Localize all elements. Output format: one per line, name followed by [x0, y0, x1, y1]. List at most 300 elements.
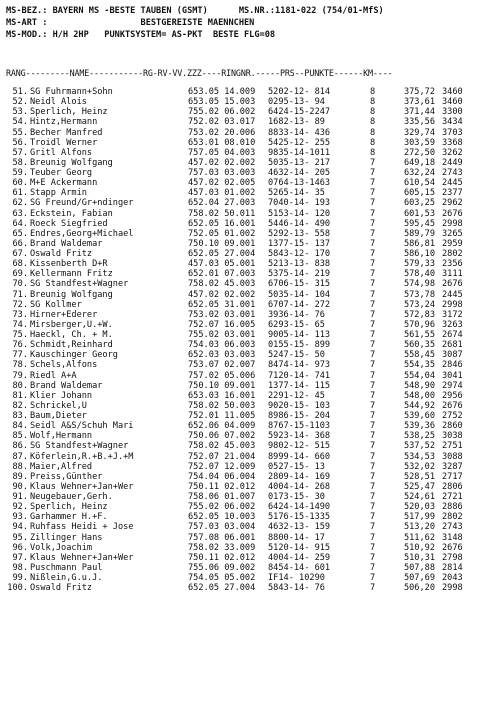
rank-number: 55. — [12, 127, 28, 138]
rg-rv-vv-code: 652.06 04.009 — [188, 421, 256, 432]
prize-count: 7 — [370, 259, 376, 270]
fancier-name: Kellermann Fritz — [30, 269, 113, 280]
points-value: 329,74 — [403, 127, 435, 138]
prize-count: 7 — [370, 573, 376, 583]
kilometers-value: 3460 — [442, 97, 463, 108]
prize-count: 7 — [370, 198, 376, 209]
points-value: 603,25 — [403, 198, 435, 209]
result-row — [0, 117, 480, 127]
points-value: 579,33 — [403, 259, 435, 270]
prize-count: 8 — [370, 117, 376, 128]
rg-rv-vv-code: 457.02 02.002 — [188, 289, 256, 300]
rank-number: 63. — [12, 208, 28, 219]
fancier-name: Roeck Siegfried — [30, 218, 108, 229]
fancier-name: Volk,Joachim — [30, 542, 93, 553]
kilometers-value: 2676 — [442, 400, 463, 411]
kilometers-value: 2998 — [442, 583, 463, 594]
rank-number: 59. — [12, 168, 28, 178]
prize-count: 7 — [370, 279, 376, 290]
kilometers-value: 2846 — [442, 360, 463, 371]
ring-number: 6707-14- 272 — [268, 299, 331, 310]
prize-count: 7 — [370, 360, 376, 371]
rank-number: 87. — [12, 451, 28, 462]
result-row — [0, 320, 480, 330]
result-row — [0, 502, 480, 512]
ring-number: 4632-13- 159 — [268, 522, 331, 533]
fancier-name: Neidl Alois — [30, 97, 87, 108]
fancier-name: Sperlich, Heinz — [30, 502, 108, 513]
kilometers-value: 2449 — [442, 157, 463, 168]
prize-count: 7 — [370, 583, 376, 594]
ring-number: 0155-15- 899 — [268, 340, 331, 351]
ring-number: 5153-14- 120 — [268, 208, 331, 219]
rg-rv-vv-code: 754.05 05.002 — [188, 573, 256, 583]
fancier-name: Köferlein,R.+B.+J.+M — [30, 451, 134, 462]
rg-rv-vv-code: 457.03 05.001 — [188, 259, 256, 270]
rank-number: 70. — [12, 279, 28, 290]
prize-count: 7 — [370, 542, 376, 553]
prize-count: 7 — [370, 340, 376, 351]
fancier-name: SG Standfest+Wagner — [30, 441, 129, 452]
rank-number: 90. — [12, 481, 28, 492]
kilometers-value: 3262 — [442, 147, 463, 158]
result-row — [0, 209, 480, 219]
ring-number: 9802-12- 515 — [268, 441, 331, 452]
rg-rv-vv-code: 755.02 03.001 — [188, 330, 256, 340]
fancier-name: Wolf,Hermann — [30, 431, 93, 442]
points-value: 632,24 — [403, 168, 435, 178]
ring-number: 1377-14- 115 — [268, 380, 331, 391]
ring-number: 9835-14-1011 — [268, 147, 331, 158]
fancier-name: Eckstein, Fabian — [30, 208, 113, 219]
ring-number: 8833-14- 436 — [268, 127, 331, 138]
result-row — [0, 279, 480, 289]
fancier-name: Teuber Georg — [30, 168, 93, 178]
fancier-name: SG Fuhrmann+Sohn — [30, 87, 113, 97]
prize-count: 7 — [370, 218, 376, 229]
rg-rv-vv-code: 753.02 20.006 — [188, 127, 256, 138]
fancier-name: Brand Waldemar — [30, 380, 103, 391]
kilometers-value: 2974 — [442, 380, 463, 391]
rg-rv-vv-code: 754.03 06.003 — [188, 340, 256, 351]
rg-rv-vv-code: 755.06 09.002 — [188, 562, 256, 573]
fancier-name: Puschmann Paul — [30, 562, 103, 573]
prize-count: 7 — [370, 390, 376, 401]
prize-count: 7 — [370, 188, 376, 199]
rank-number: 96. — [12, 542, 28, 553]
rank-number: 89. — [12, 471, 28, 482]
fancier-name: Seidl A&S/Schuh Mari — [30, 421, 134, 432]
prize-count: 7 — [370, 269, 376, 280]
rank-number: 57. — [12, 147, 28, 158]
prize-count: 7 — [370, 238, 376, 249]
fancier-name: Breunig Wolfgang — [30, 157, 113, 168]
rank-number: 82. — [12, 400, 28, 411]
ring-number: 5247-15- 50 — [268, 350, 325, 361]
prize-count: 7 — [370, 481, 376, 492]
result-row — [0, 168, 480, 178]
prize-count: 7 — [370, 319, 376, 330]
kilometers-value: 2998 — [442, 218, 463, 229]
fancier-name: SG Standfest+Wagner — [30, 279, 129, 290]
rank-number: 80. — [12, 380, 28, 391]
fancier-name: Nißlein,G.u.J. — [30, 573, 103, 583]
header-line-modus: MS-MOD.: H/H 2HP PUNKTSYSTEM= AS-PKT BESTE FLG=08 — [6, 30, 276, 40]
kilometers-value: 2676 — [442, 208, 463, 219]
kilometers-value: 2377 — [442, 188, 463, 199]
fancier-name: Zillinger Hans — [30, 532, 103, 543]
points-value: 548,90 — [403, 380, 435, 391]
rank-number: 51. — [12, 87, 28, 97]
rg-rv-vv-code: 752.07 12.009 — [188, 461, 256, 472]
fancier-name: Gritl Alfons — [30, 147, 93, 158]
points-value: 586,81 — [403, 238, 435, 249]
result-row — [0, 371, 480, 381]
kilometers-value: 3087 — [442, 350, 463, 361]
kilometers-value: 2956 — [442, 390, 463, 401]
rank-number: 56. — [12, 137, 28, 148]
kilometers-value: 3434 — [442, 117, 463, 128]
results-list — [0, 87, 480, 593]
fancier-name: Becher Manfred — [30, 127, 103, 138]
rank-number: 94. — [12, 522, 28, 533]
ring-number: 8474-14- 973 — [268, 360, 331, 371]
rg-rv-vv-code: 757.03 03.003 — [188, 168, 256, 178]
rg-rv-vv-code: 652.04 27.003 — [188, 198, 256, 209]
ring-number: IF14- 10290 — [268, 573, 325, 583]
kilometers-value: 2802 — [442, 512, 463, 523]
result-row — [0, 573, 480, 583]
result-row — [0, 158, 480, 168]
fancier-name: Maier,Alfred — [30, 461, 93, 472]
kilometers-value: 3088 — [442, 451, 463, 462]
kilometers-value: 2743 — [442, 168, 463, 178]
fancier-name: Riedl A+A — [30, 370, 77, 381]
kilometers-value: 2886 — [442, 502, 463, 513]
prize-count: 7 — [370, 309, 376, 320]
prize-count: 7 — [370, 492, 376, 502]
ring-number: 8800-14- 17 — [268, 532, 325, 543]
rg-rv-vv-code: 750.10 09.001 — [188, 238, 256, 249]
fancier-name: Klier Johann — [30, 390, 93, 401]
result-row — [0, 350, 480, 360]
result-row — [0, 401, 480, 411]
points-value: 520,03 — [403, 502, 435, 513]
result-row — [0, 340, 480, 350]
fancier-name: Klaus Wehner+Jan+Wer — [30, 481, 134, 492]
prize-count: 8 — [370, 97, 376, 108]
points-value: 605,15 — [403, 188, 435, 199]
prize-count: 7 — [370, 380, 376, 391]
fancier-name: Mirsberger,U.+W. — [30, 319, 113, 330]
points-value: 371,44 — [403, 107, 435, 118]
kilometers-value: 2860 — [442, 421, 463, 432]
prize-count: 8 — [370, 127, 376, 138]
result-row — [0, 452, 480, 462]
kilometers-value: 3368 — [442, 137, 463, 148]
kilometers-value: 3111 — [442, 269, 463, 280]
ring-number: 4004-14- 268 — [268, 481, 331, 492]
points-value: 558,45 — [403, 350, 435, 361]
kilometers-value: 2752 — [442, 411, 463, 421]
fancier-name: Haeckl, Ch. + M. — [30, 330, 113, 340]
result-row — [0, 522, 480, 532]
points-value: 539,36 — [403, 421, 435, 432]
fancier-name: Brand Waldemar — [30, 238, 103, 249]
points-value: 573,78 — [403, 289, 435, 300]
kilometers-value: 3460 — [442, 87, 463, 97]
kilometers-value: 3038 — [442, 431, 463, 442]
rg-rv-vv-code: 653.03 16.001 — [188, 390, 256, 401]
ring-number: 5120-14- 915 — [268, 542, 331, 553]
kilometers-value: 2998 — [442, 299, 463, 310]
rg-rv-vv-code: 758.02 50.003 — [188, 400, 256, 411]
rg-rv-vv-code: 758.02 50.011 — [188, 208, 256, 219]
result-row — [0, 462, 480, 472]
points-value: 513,20 — [403, 522, 435, 533]
rank-number: 98. — [12, 562, 28, 573]
points-value: 539,60 — [403, 411, 435, 421]
result-row — [0, 431, 480, 441]
points-value: 272,50 — [403, 147, 435, 158]
points-value: 511,62 — [403, 532, 435, 543]
rank-number: 53. — [12, 107, 28, 118]
rank-number: 62. — [12, 198, 28, 209]
result-row — [0, 148, 480, 158]
prize-count: 8 — [370, 87, 376, 97]
rg-rv-vv-code: 652.01 07.003 — [188, 269, 256, 280]
rank-number: 85. — [12, 431, 28, 442]
ring-number: 5843-12- 170 — [268, 249, 331, 259]
kilometers-value: 3300 — [442, 107, 463, 118]
rg-rv-vv-code: 758.02 45.003 — [188, 279, 256, 290]
result-row — [0, 310, 480, 320]
ring-number: 5035-14- 104 — [268, 289, 331, 300]
prize-count: 7 — [370, 289, 376, 300]
ring-number: 9005-14- 113 — [268, 330, 331, 340]
result-row — [0, 239, 480, 249]
ring-number: 7040-14- 193 — [268, 198, 331, 209]
header-line-art: MS-ART : BESTGEREISTE MAENNCHEN — [6, 18, 255, 28]
points-value: 534,53 — [403, 451, 435, 462]
rank-number: 78. — [12, 360, 28, 371]
kilometers-value: 2676 — [442, 542, 463, 553]
fancier-name: Garhammer H.+F. — [30, 512, 108, 523]
rank-number: 91. — [12, 492, 28, 502]
result-row — [0, 472, 480, 482]
ring-number: 5843-14- 76 — [268, 583, 325, 594]
rg-rv-vv-code: 652.05 31.001 — [188, 299, 256, 310]
result-row — [0, 269, 480, 279]
points-value: 510,92 — [403, 542, 435, 553]
points-value: 578,40 — [403, 269, 435, 280]
fancier-name: SG Freund/Gr+ndinger — [30, 198, 134, 209]
ring-number: 5446-14- 490 — [268, 218, 331, 229]
rank-number: 60. — [12, 178, 28, 189]
rg-rv-vv-code: 754.04 06.004 — [188, 471, 256, 482]
kilometers-value: 2721 — [442, 492, 463, 502]
result-row — [0, 563, 480, 573]
prize-count: 7 — [370, 411, 376, 421]
points-value: 572,83 — [403, 309, 435, 320]
fancier-name: Stapp Armin — [30, 188, 87, 199]
kilometers-value: 2814 — [442, 562, 463, 573]
prize-count: 7 — [370, 168, 376, 178]
points-value: 561,55 — [403, 330, 435, 340]
rg-rv-vv-code: 755.02 06.002 — [188, 502, 256, 513]
points-value: 610,54 — [403, 178, 435, 189]
points-value: 649,18 — [403, 157, 435, 168]
rank-number: 84. — [12, 421, 28, 432]
fancier-name: Neugebauer,Gerh. — [30, 492, 113, 502]
fancier-name: Oswald Fritz — [30, 583, 93, 594]
rank-number: 54. — [12, 117, 28, 128]
rank-number: 100. — [7, 583, 28, 594]
points-value: 532,02 — [403, 461, 435, 472]
fancier-name: Breunig Wolfgang — [30, 289, 113, 300]
fancier-name: Sperlich, Heinz — [30, 107, 108, 118]
points-value: 510,31 — [403, 552, 435, 563]
rank-number: 69. — [12, 269, 28, 280]
points-value: 601,53 — [403, 208, 435, 219]
kilometers-value: 3041 — [442, 370, 463, 381]
points-value: 524,61 — [403, 492, 435, 502]
result-row — [0, 188, 480, 198]
points-value: 574,98 — [403, 279, 435, 290]
rg-rv-vv-code: 750.10 09.001 — [188, 380, 256, 391]
ring-number: 5923-14- 368 — [268, 431, 331, 442]
prize-count: 7 — [370, 552, 376, 563]
rank-number: 74. — [12, 319, 28, 330]
points-value: 335,56 — [403, 117, 435, 128]
kilometers-value: 2798 — [442, 552, 463, 563]
kilometers-value: 2802 — [442, 249, 463, 259]
kilometers-value: 2676 — [442, 279, 463, 290]
points-value: 373,61 — [403, 97, 435, 108]
rank-number: 86. — [12, 441, 28, 452]
points-value: 554,04 — [403, 370, 435, 381]
ring-number: 0527-15- 13 — [268, 461, 325, 472]
rank-number: 99. — [12, 573, 28, 583]
rg-rv-vv-code: 653.01 08.010 — [188, 137, 256, 148]
result-row — [0, 381, 480, 391]
fancier-name: Ruhfass Heidi + Jose — [30, 522, 134, 533]
fancier-name: M+E Ackermann — [30, 178, 98, 189]
rg-rv-vv-code: 750.11 02.012 — [188, 552, 256, 563]
rg-rv-vv-code: 752.07 21.004 — [188, 451, 256, 462]
kilometers-value: 2962 — [442, 198, 463, 209]
prize-count: 7 — [370, 451, 376, 462]
kilometers-value: 2674 — [442, 330, 463, 340]
kilometers-value: 2717 — [442, 471, 463, 482]
result-row — [0, 421, 480, 431]
prize-count: 7 — [370, 532, 376, 543]
result-row — [0, 411, 480, 421]
rank-number: 68. — [12, 259, 28, 270]
ring-number: 7120-14- 741 — [268, 370, 331, 381]
prize-count: 7 — [370, 400, 376, 411]
prize-count: 7 — [370, 522, 376, 533]
points-value: 528,51 — [403, 471, 435, 482]
prize-count: 7 — [370, 421, 376, 432]
rank-number: 61. — [12, 188, 28, 199]
result-row — [0, 360, 480, 370]
prize-count: 7 — [370, 431, 376, 442]
result-row — [0, 87, 480, 97]
result-row — [0, 441, 480, 451]
points-value: 538,25 — [403, 431, 435, 442]
result-row — [0, 198, 480, 208]
prize-count: 7 — [370, 208, 376, 219]
fancier-name: Klaus Wehner+Jan+Wer — [30, 552, 134, 563]
ring-number: 4004-14- 259 — [268, 552, 331, 563]
kilometers-value: 2806 — [442, 481, 463, 492]
ring-number: 5176-15-1335 — [268, 512, 331, 523]
column-header-rule: RANG---------NAME-----------RG-RV-VV.ZZZ----RINGNR.-----PRS--PUNKTE------KM---- — [6, 68, 393, 78]
rg-rv-vv-code: 457.02 02.005 — [188, 178, 256, 189]
kilometers-value: 2959 — [442, 238, 463, 249]
rank-number: 81. — [12, 390, 28, 401]
ring-number: 6706-15- 315 — [268, 279, 331, 290]
kilometers-value: 3703 — [442, 127, 463, 138]
rg-rv-vv-code: 758.02 33.009 — [188, 542, 256, 553]
points-value: 375,72 — [403, 87, 435, 97]
rg-rv-vv-code: 750.06 07.002 — [188, 431, 256, 442]
fancier-name: SG Kollmer — [30, 299, 82, 310]
result-row — [0, 219, 480, 229]
fancier-name: Schmidt,Reinhard — [30, 340, 113, 351]
result-row — [0, 583, 480, 593]
rg-rv-vv-code: 653.05 14.009 — [188, 87, 256, 97]
ring-number: 5425-12- 255 — [268, 137, 331, 148]
points-value: 573,24 — [403, 299, 435, 310]
rank-number: 76. — [12, 340, 28, 351]
ring-number: 8454-14- 601 — [268, 562, 331, 573]
kilometers-value: 3263 — [442, 319, 463, 330]
result-row — [0, 300, 480, 310]
ring-number: 6293-15- 65 — [268, 319, 325, 330]
rank-number: 88. — [12, 461, 28, 472]
rg-rv-vv-code: 652.05 10.003 — [188, 512, 256, 523]
ring-number: 5202-12- 814 — [268, 87, 331, 97]
rank-number: 73. — [12, 309, 28, 320]
prize-count: 7 — [370, 471, 376, 482]
result-row — [0, 482, 480, 492]
prize-count: 7 — [370, 228, 376, 239]
ring-number: 5035-13- 217 — [268, 157, 331, 168]
points-value: 507,88 — [403, 562, 435, 573]
fancier-name: Schrickel,U — [30, 400, 87, 411]
prize-count: 7 — [370, 441, 376, 452]
kilometers-value: 3265 — [442, 228, 463, 239]
ring-number: 5375-14- 219 — [268, 269, 331, 280]
points-value: 506,20 — [403, 583, 435, 594]
ring-number: 8986-15- 204 — [268, 411, 331, 421]
result-row — [0, 533, 480, 543]
result-row — [0, 229, 480, 239]
ring-number: 0173-15- 30 — [268, 492, 325, 502]
rank-number: 83. — [12, 411, 28, 421]
result-row — [0, 249, 480, 259]
fancier-name: Endres,Georg+Michael — [30, 228, 134, 239]
points-value: 554,35 — [403, 360, 435, 371]
ring-number: 5292-13- 558 — [268, 228, 331, 239]
kilometers-value: 2356 — [442, 259, 463, 270]
fancier-name: Preiss,Günther — [30, 471, 103, 482]
rank-number: 66. — [12, 238, 28, 249]
points-value: 595,45 — [403, 218, 435, 229]
rg-rv-vv-code: 752.05 01.002 — [188, 228, 256, 239]
